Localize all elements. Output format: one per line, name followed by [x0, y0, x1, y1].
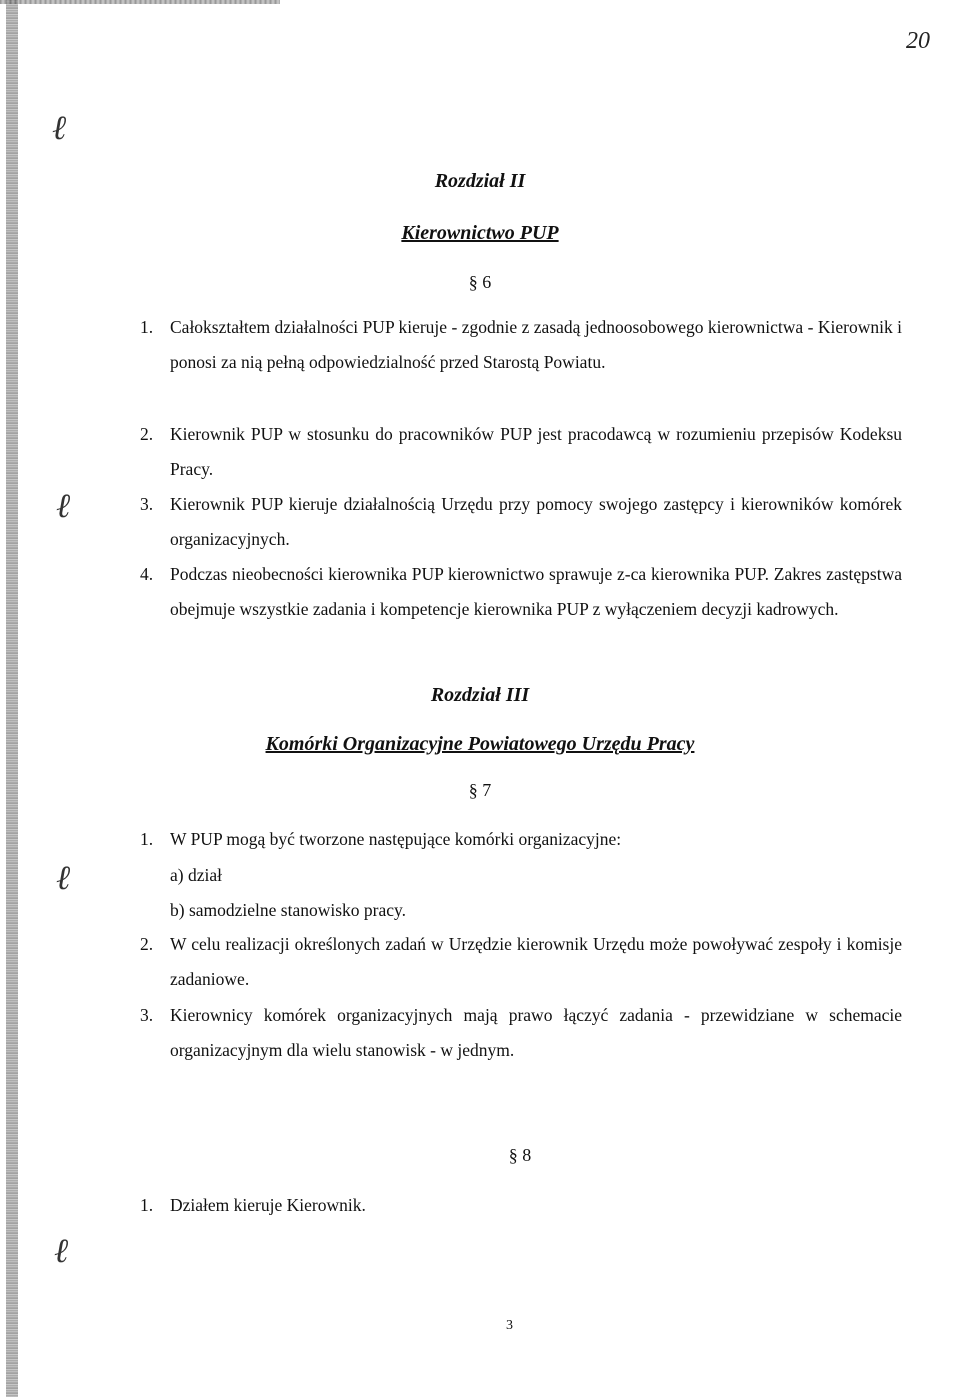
checkmark-icon: ℓ [56, 488, 71, 525]
list-item: 1. Całokształtem działalności PUP kieruje - zgodnie z zasadą jednoosobowego kierownictwa - Kierownik i ponosi za nią pełną odpowiedzialność przed Starostą Powiatu. [140, 317, 902, 372]
scan-edge-top [0, 0, 280, 4]
list-item: 3. Kierownik PUP kieruje działalnością Urzędu przy pomocy swojego zastępcy i kierowników komórek organizacyjnych. [140, 494, 902, 549]
sub-item: a) dział [170, 865, 222, 885]
checkmark-icon: ℓ [54, 1233, 69, 1270]
list-item: 1. W PUP mogą być tworzone następujące komórki organizacyjne: [140, 829, 622, 849]
section-number: § 8 [508, 1145, 532, 1165]
chapter-heading: Rozdział II [434, 170, 526, 192]
checkmark-icon: ℓ [56, 860, 71, 897]
handwritten-page-mark: 20 [906, 28, 930, 54]
section-number: § 7 [468, 780, 492, 800]
list-item: 3. Kierownicy komórek organizacyjnych mają prawo łączyć zadania - przewidziane w schemacie organizacyjnym dla wielu stanowisk - w jednym. [140, 1005, 902, 1060]
list-item: 2. W celu realizacji określonych zadań w Urzędzie kierownik Urzędu może powoływać zespoły i komisje zadaniowe. [140, 934, 902, 989]
list-item: 1. Działem kieruje Kierownik. [140, 1195, 366, 1215]
section-number: § 6 [468, 272, 492, 292]
list-item: 2. Kierownik PUP w stosunku do pracowników PUP jest pracodawcą w rozumieniu przepisów Kodeksu Pracy. [140, 424, 902, 479]
sub-item: b) samodzielne stanowisko pracy. [170, 900, 407, 920]
page-number: 3 [506, 1318, 513, 1333]
list-item: 4. Podczas nieobecności kierownika PUP kierownictwo sprawuje z-ca kierownika PUP. Zakres zastępstwa obejmuje wszystkie zadania i kompetencje kierownika PUP z wyłączeniem decyzji kadrowych. [140, 564, 902, 619]
chapter-title: Kierownictwo PUP [401, 222, 559, 244]
chapter-heading: Rozdział III [430, 684, 530, 706]
checkmark-icon: ℓ [52, 110, 67, 147]
chapter-title: Komórki Organizacyjne Powiatowego Urzędu Pracy [265, 733, 695, 755]
